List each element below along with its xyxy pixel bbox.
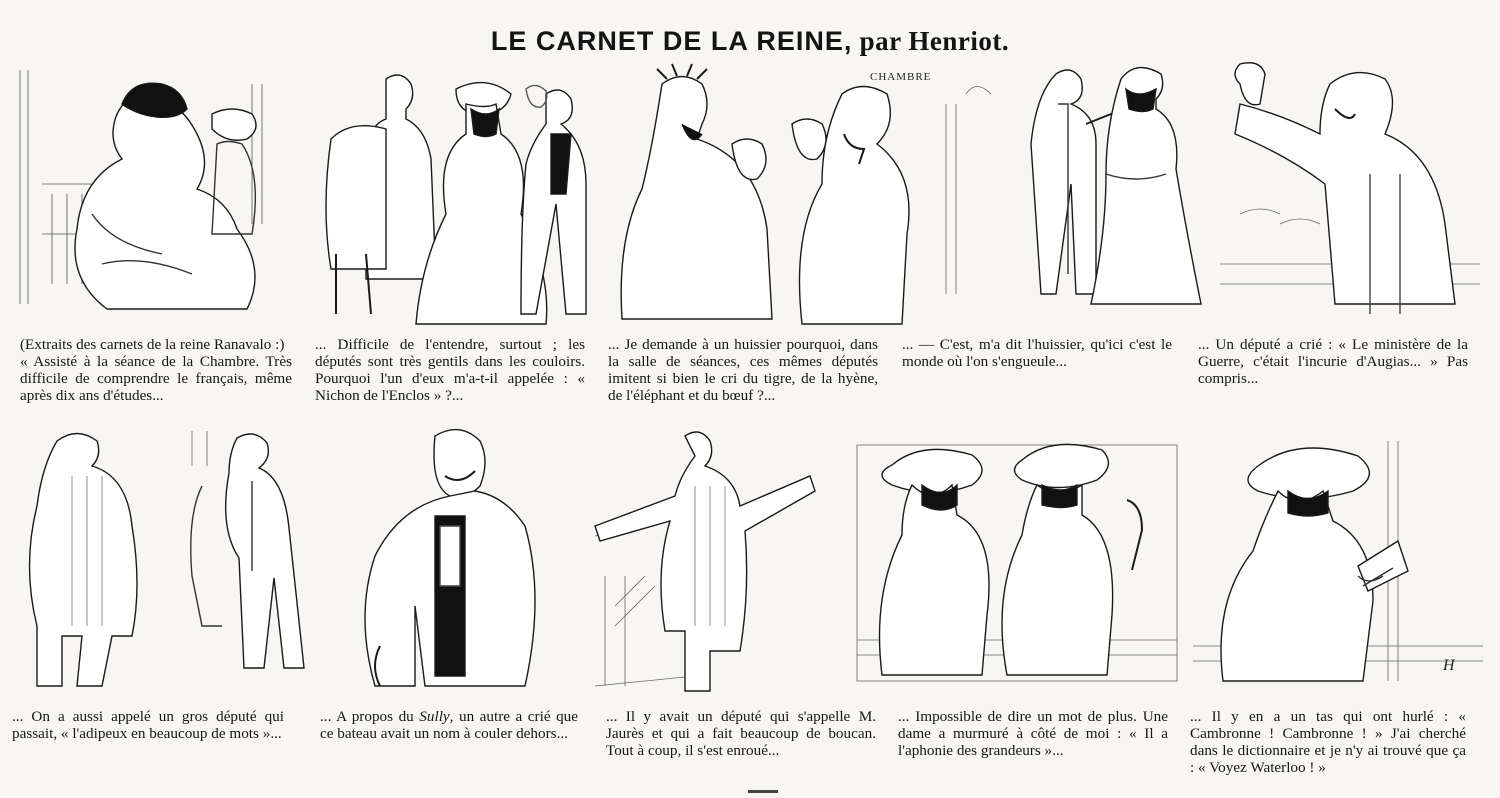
panel-1-caption <box>20 336 292 404</box>
chamber-sign: CHAMBRE <box>870 71 932 83</box>
panel-6-caption: ... On a aussi appelé un gros député qui passait, « l'adipeux en beaucoup de mots »... <box>12 708 284 742</box>
panel-4-caption: ... — C'est, m'a dit l'huissier, qu'ici c'est le monde où l'on s'engueule... <box>902 336 1172 370</box>
panel-1-caption-text: « Assisté à la séance de la Chambre. Très difficile de comprendre le français, même après dix ans d'études... <box>20 353 292 404</box>
panel-10-caption: ... Il y en a un tas qui ont hurlé : « Cambronne ! Cambronne ! » J'ai cherché dans le dictionnaire et je n'y ai trouvé que ça : « Voyez Waterloo ! » <box>1190 708 1466 776</box>
panel-7-caption-post: , un autre a crié que ce bateau avait un nom à couler dehors... <box>320 708 578 742</box>
panel-7-caption <box>320 708 578 742</box>
panel-3-caption: ... Je demande à un huissier pourquoi, dans la salle de séances, ces mêmes députés imitent si bien le cri du tigre, de la hyène, de l'éléphant et du bœuf ?... <box>608 336 878 404</box>
panel-7-caption-ship-name: Sully <box>419 708 450 725</box>
panel-5-illustration <box>1210 64 1490 322</box>
panel-9-illustration <box>852 440 1182 686</box>
panel-4-illustration <box>906 64 1206 322</box>
panel-7-illustration <box>340 426 576 702</box>
panel-2-illustration <box>306 64 622 322</box>
panel-10-illustration <box>1188 436 1490 690</box>
panel-1-caption-intro: (Extraits des carnets de la reine Ranavalo :) <box>20 336 285 353</box>
panel-6-illustration <box>12 426 312 702</box>
panel-8-illustration <box>585 426 855 702</box>
page-fold-mark <box>748 790 778 793</box>
panel-9-caption: ... Impossible de dire un mot de plus. Une dame a murmuré à côté de moi : « Il a l'aphonie des grandeurs »... <box>898 708 1168 759</box>
title-author: par Henriot. <box>859 26 1010 56</box>
title-main: LE CARNET DE LA REINE, <box>490 26 853 56</box>
panel-8-caption: ... Il y avait un député qui s'appelle M. Jaurès et qui a fait beaucoup de boucan. Tout à coup, il s'est enroué... <box>606 708 876 759</box>
panel-3-illustration <box>612 64 932 322</box>
page-title <box>0 26 1500 57</box>
panel-2-caption: ... Difficile de l'entendre, surtout ; les députés sont très gentils dans les couloirs. Pourquoi l'un d'eux m'a-t-il appelée : « Nichon de l'Enclos » ?... <box>315 336 585 404</box>
panel-1-illustration <box>12 64 302 322</box>
artist-monogram: H <box>1443 657 1455 674</box>
panel-7-caption-pre: ... A propos du <box>320 708 420 725</box>
panel-5-caption: ... Un député a crié : « Le ministère de la Guerre, c'était l'incurie d'Augias... » Pas compris... <box>1198 336 1468 387</box>
